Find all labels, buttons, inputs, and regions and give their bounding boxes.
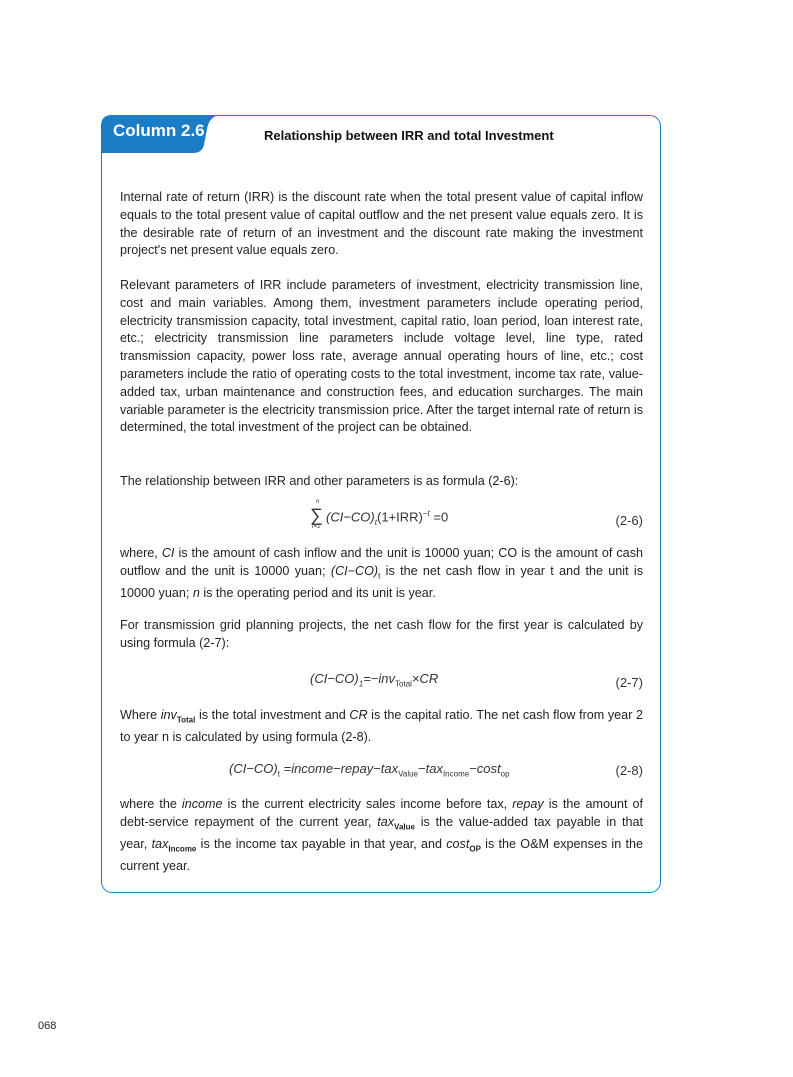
text: is the capital ratio. The net cash flow from year 2 to year n is calculated by using formula (2-8). <box>120 708 644 745</box>
formula-sub: Income <box>442 769 470 779</box>
text: Value <box>394 822 415 832</box>
formula-2-7 <box>120 671 643 693</box>
formula-sub: op <box>500 769 510 779</box>
text: tax <box>377 814 395 829</box>
text: is the amount of cash inflow and the unit is 10000 yuan; CO is the amount of cash outflow and the unit is 10000 yuan; <box>120 546 643 578</box>
text: is the net cash flow in year t and the unit is 10000 yuan; <box>120 563 644 601</box>
formula-sub: t <box>277 769 280 779</box>
paragraph-relationship-intro: The relationship between IRR and other parameters is as formula (2-6): <box>120 474 519 488</box>
text: t <box>378 571 381 581</box>
formula-sub: 1 <box>358 679 364 689</box>
text: repay <box>512 797 544 811</box>
text: (CI−CO) <box>330 563 379 578</box>
text: Where <box>120 708 161 722</box>
page-number: 068 <box>38 1020 57 1032</box>
text: is the O&M expenses in the current year. <box>120 837 643 874</box>
formula-sub: t <box>374 517 377 527</box>
text: n <box>192 586 200 601</box>
paragraph-first-year: For transmission grid planning projects, the net cash flow for the first year is calculated by using formula (2-7): <box>120 618 643 650</box>
paragraph-irr-definition: Internal rate of return (IRR) is the discount rate when the total present value of capital inflow equals to the total present value of capital outflow and the net present value equals zero. It is the desirable rate of return of an investment and the discount rate making the investment project's net present value equals zero. <box>120 190 643 258</box>
formula-part: −cost <box>469 761 501 776</box>
formula-body <box>229 761 510 779</box>
paragraph-inv-total <box>120 707 643 747</box>
text: where the <box>120 797 182 811</box>
text: is the amount of debt-service repayment of the current year, <box>120 797 644 829</box>
text: income <box>181 797 223 811</box>
text: is the total investment and <box>195 708 350 722</box>
text: Total <box>176 715 196 725</box>
formula-part: =income−repay−tax <box>279 761 399 776</box>
text: cost <box>446 837 470 852</box>
formula-2-8 <box>120 761 643 783</box>
formula-part: =0 <box>429 509 449 525</box>
text: inv <box>160 708 177 722</box>
formula-part: =−inv <box>363 671 396 686</box>
formula-number: (2-6) <box>615 513 643 528</box>
text: OP <box>469 844 481 854</box>
formula-number: (2-8) <box>615 763 643 778</box>
paragraph-irr-parameters: Relevant parameters of IRR include parameters of investment, electricity transmission line, cost and main variables. Among them, investment parameters include operating period, electricity transmission capacity, total investment, capital ratio, loan period, loan interest rate, etc.; electricity transmission line parameters include voltage level, line type, rated transmission capacity, power loss rate, average annual operating hours of line, etc.; cost parameters include the ratio of operating costs to the total investment, income tax rate, value-added tax, urban maintenance and construction fees, and education surcharges. The main variable parameter is the electricity transmission price. After the target internal rate of return is determined, the total investment of the project can be obtained. <box>120 278 643 435</box>
text: Income <box>168 844 197 854</box>
paragraph-variable-definitions <box>120 545 643 603</box>
formula-sub: Total <box>395 679 412 689</box>
sigma-symbol: ∑ <box>310 505 323 525</box>
formula-2-6 <box>120 499 643 530</box>
sum-upper: n <box>316 499 320 505</box>
formula-body <box>310 671 438 689</box>
paragraph-term-definitions <box>120 796 643 876</box>
formula-part: (1+IRR) <box>376 509 423 525</box>
formula-number: (2-7) <box>615 675 643 690</box>
text: where, <box>120 546 162 560</box>
column-tab <box>101 115 219 153</box>
text: is the income tax payable in that year, and <box>196 837 447 852</box>
text: CR <box>349 708 368 722</box>
text: is the current electricity sales income before tax, <box>222 797 513 811</box>
formula-body <box>326 509 448 527</box>
formula-part: (CI−CO) <box>229 761 278 776</box>
formula-part: −tax <box>418 761 443 776</box>
sum-lower: t=1 <box>312 524 321 530</box>
formula-part: (CI−CO) <box>310 671 359 686</box>
text: tax <box>151 837 169 852</box>
formula-part: ×CR <box>411 671 439 686</box>
column-title: Relationship between IRR and total Investment <box>264 128 554 143</box>
text: is the operating period and its unit is year. <box>199 586 436 601</box>
column-label: Column 2.6 <box>113 121 205 140</box>
formula-sub: Value <box>398 769 419 779</box>
text: CI <box>161 546 175 560</box>
formula-part: (CI−CO) <box>326 509 375 525</box>
formula-sup: −t <box>422 509 430 518</box>
text: is the value-added tax payable in that year, <box>120 814 643 852</box>
